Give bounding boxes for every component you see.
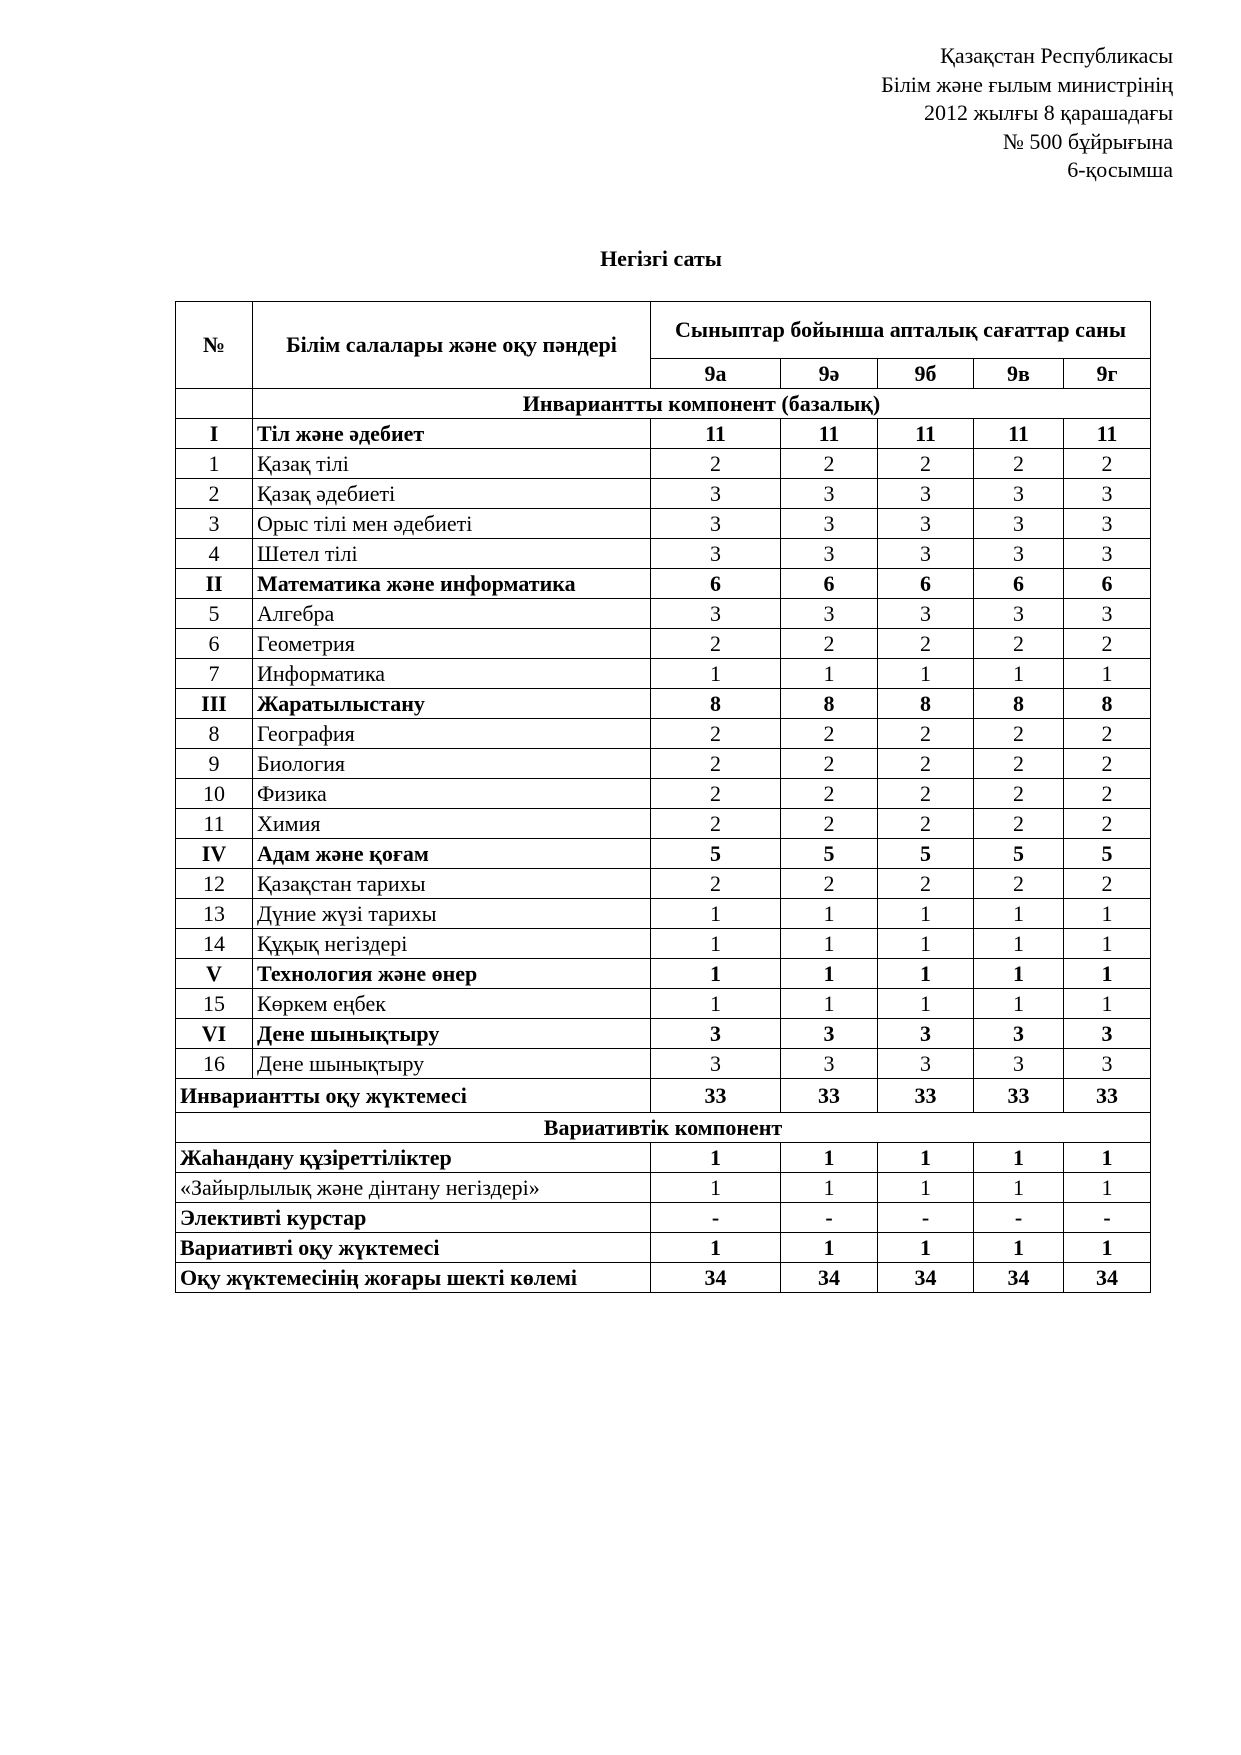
invariant-total-value: 33 [974, 1079, 1064, 1113]
variative-value: - [1064, 1203, 1151, 1233]
table-row [176, 869, 1151, 899]
row-subject: Физика [253, 779, 651, 809]
row-hours: 1 [878, 989, 974, 1019]
table-row [176, 929, 1151, 959]
header-class: 9г [1064, 359, 1151, 389]
row-hours: 8 [974, 689, 1064, 719]
row-number: 4 [176, 539, 253, 569]
table-row [176, 479, 1151, 509]
row-hours: 3 [1064, 479, 1151, 509]
invariant-total-label: Инвариантты оқу жүктемесі [176, 1079, 651, 1113]
row-hours: 11 [651, 419, 781, 449]
row-number: 8 [176, 719, 253, 749]
row-hours: 11 [878, 419, 974, 449]
invariant-section-row [176, 389, 1151, 419]
row-hours: 2 [781, 449, 878, 479]
row-hours: 3 [781, 599, 878, 629]
table-row [176, 599, 1151, 629]
row-hours: 3 [1064, 509, 1151, 539]
table-row [176, 749, 1151, 779]
row-number: 10 [176, 779, 253, 809]
variative-row [176, 1233, 1151, 1263]
invariant-total-value: 33 [878, 1079, 974, 1113]
invariant-section-header: Инвариантты компонент (базалық) [253, 389, 1151, 419]
row-hours: 1 [1064, 989, 1151, 1019]
row-number: VI [176, 1019, 253, 1049]
table-row [176, 659, 1151, 689]
row-hours: 3 [651, 509, 781, 539]
row-hours: 2 [1064, 809, 1151, 839]
row-hours: 1 [1064, 959, 1151, 989]
row-hours: 2 [781, 779, 878, 809]
row-hours: 3 [974, 599, 1064, 629]
row-hours: 1 [651, 899, 781, 929]
row-hours: 3 [878, 599, 974, 629]
row-hours: 2 [781, 869, 878, 899]
variative-section-row [176, 1113, 1151, 1143]
header-subjects: Білім салалары және оқу пәндері [253, 302, 651, 389]
row-subject: Адам және қоғам [253, 839, 651, 869]
variative-value: 1 [1064, 1233, 1151, 1263]
row-hours: 6 [651, 569, 781, 599]
row-hours: 2 [1064, 449, 1151, 479]
table-body [176, 302, 1151, 1293]
row-number: III [176, 689, 253, 719]
row-subject: Биология [253, 749, 651, 779]
row-hours: 3 [651, 539, 781, 569]
row-hours: 8 [781, 689, 878, 719]
row-number: 5 [176, 599, 253, 629]
variative-row [176, 1263, 1151, 1293]
row-hours: 5 [1064, 839, 1151, 869]
row-subject: Қазақ тілі [253, 449, 651, 479]
row-subject: Алгебра [253, 599, 651, 629]
row-hours: 1 [781, 929, 878, 959]
variative-value: - [651, 1203, 781, 1233]
row-number: 11 [176, 809, 253, 839]
row-hours: 1 [781, 959, 878, 989]
header-line: Білім және ғылым министрінің [881, 71, 1173, 97]
header-hours: Сыныптар бойынша апталық сағаттар саны [651, 302, 1151, 359]
variative-value: 1 [974, 1173, 1064, 1203]
row-hours: 1 [878, 959, 974, 989]
table-row [176, 689, 1151, 719]
row-hours: 11 [1064, 419, 1151, 449]
row-hours: 1 [1064, 929, 1151, 959]
table-header-row [176, 302, 1151, 359]
approval-header [881, 42, 1173, 185]
variative-value: 1 [878, 1233, 974, 1263]
variative-value: 34 [974, 1263, 1064, 1293]
row-number: 2 [176, 479, 253, 509]
row-hours: 2 [1064, 719, 1151, 749]
row-hours: 3 [781, 1049, 878, 1079]
row-hours: 3 [878, 1019, 974, 1049]
row-hours: 2 [974, 779, 1064, 809]
row-subject: Қазақстан тарихы [253, 869, 651, 899]
row-hours: 1 [878, 929, 974, 959]
variative-label: Оқу жүктемесінің жоғары шекті көлемі [176, 1263, 651, 1293]
row-subject: Дүние жүзі тарихы [253, 899, 651, 929]
row-hours: 2 [878, 779, 974, 809]
row-hours: 3 [781, 1019, 878, 1049]
row-number: 1 [176, 449, 253, 479]
row-number: 7 [176, 659, 253, 689]
row-hours: 3 [651, 1019, 781, 1049]
variative-row [176, 1203, 1151, 1233]
row-hours: 1 [651, 929, 781, 959]
table-row [176, 899, 1151, 929]
row-hours: 2 [1064, 869, 1151, 899]
row-number: 3 [176, 509, 253, 539]
table-row [176, 779, 1151, 809]
row-number: II [176, 569, 253, 599]
variative-label: «Зайырлылық және дінтану негіздері» [176, 1173, 651, 1203]
variative-section-header: Вариативтік компонент [176, 1113, 1151, 1143]
table-row [176, 539, 1151, 569]
variative-value: 34 [1064, 1263, 1151, 1293]
row-number: 6 [176, 629, 253, 659]
row-hours: 3 [878, 479, 974, 509]
document-title: Негізгі саты [600, 246, 722, 271]
table-row [176, 989, 1151, 1019]
table-row [176, 839, 1151, 869]
row-subject: Геометрия [253, 629, 651, 659]
header-line: 6-қосымша [1067, 157, 1173, 182]
row-hours: 1 [974, 899, 1064, 929]
row-hours: 3 [878, 1049, 974, 1079]
row-subject: Көркем еңбек [253, 989, 651, 1019]
row-hours: 2 [651, 629, 781, 659]
row-hours: 3 [651, 1049, 781, 1079]
row-subject: Дене шынықтыру [253, 1049, 651, 1079]
variative-value: 1 [878, 1173, 974, 1203]
row-hours: 2 [651, 449, 781, 479]
row-hours: 1 [1064, 899, 1151, 929]
row-subject: Технология және өнер [253, 959, 651, 989]
row-hours: 2 [651, 749, 781, 779]
row-hours: 1 [974, 929, 1064, 959]
row-hours: 6 [974, 569, 1064, 599]
row-subject: Дене шынықтыру [253, 1019, 651, 1049]
row-hours: 1 [974, 959, 1064, 989]
variative-value: 1 [651, 1233, 781, 1263]
row-hours: 2 [781, 719, 878, 749]
row-hours: 2 [974, 449, 1064, 479]
row-hours: 2 [974, 719, 1064, 749]
row-hours: 1 [651, 659, 781, 689]
row-subject: Шетел тілі [253, 539, 651, 569]
row-number: 12 [176, 869, 253, 899]
row-hours: 1 [974, 989, 1064, 1019]
row-hours: 6 [781, 569, 878, 599]
row-hours: 2 [878, 719, 974, 749]
row-hours: 2 [974, 809, 1064, 839]
row-hours: 2 [1064, 779, 1151, 809]
row-hours: 2 [878, 869, 974, 899]
curriculum-table [175, 301, 1151, 1293]
empty-cell [176, 389, 253, 419]
row-hours: 3 [1064, 599, 1151, 629]
row-hours: 5 [878, 839, 974, 869]
row-hours: 6 [878, 569, 974, 599]
row-hours: 1 [974, 659, 1064, 689]
row-hours: 5 [781, 839, 878, 869]
variative-value: 34 [781, 1263, 878, 1293]
header-line: 2012 жылғы 8 қарашадағы [924, 100, 1173, 125]
row-hours: 1 [1064, 659, 1151, 689]
row-hours: 3 [974, 1019, 1064, 1049]
row-hours: 2 [974, 629, 1064, 659]
row-number: 15 [176, 989, 253, 1019]
variative-label: Жаһандану құзіреттіліктер [176, 1143, 651, 1173]
row-hours: 3 [781, 479, 878, 509]
row-hours: 2 [781, 749, 878, 779]
row-hours: 5 [651, 839, 781, 869]
row-hours: 11 [781, 419, 878, 449]
table-row [176, 959, 1151, 989]
row-hours: 8 [1064, 689, 1151, 719]
row-hours: 3 [974, 509, 1064, 539]
table-row [176, 719, 1151, 749]
row-subject: Информатика [253, 659, 651, 689]
row-number: I [176, 419, 253, 449]
row-hours: 3 [974, 1049, 1064, 1079]
table-row [176, 449, 1151, 479]
variative-label: Вариативті оқу жүктемесі [176, 1233, 651, 1263]
row-hours: 2 [651, 809, 781, 839]
header-class: 9б [878, 359, 974, 389]
row-hours: 11 [974, 419, 1064, 449]
table-row [176, 1019, 1151, 1049]
row-hours: 1 [781, 659, 878, 689]
table-row [176, 509, 1151, 539]
variative-value: - [781, 1203, 878, 1233]
row-hours: 3 [974, 539, 1064, 569]
row-hours: 8 [651, 689, 781, 719]
header-line: № 500 бұйрығына [1002, 128, 1173, 154]
row-hours: 2 [1064, 749, 1151, 779]
table-row [176, 809, 1151, 839]
row-hours: 3 [651, 599, 781, 629]
row-hours: 3 [878, 539, 974, 569]
row-subject: Жаратылыстану [253, 689, 651, 719]
variative-label: Элективті курстар [176, 1203, 651, 1233]
row-hours: 3 [1064, 1049, 1151, 1079]
row-hours: 1 [781, 989, 878, 1019]
variative-value: - [878, 1203, 974, 1233]
variative-value: 1 [974, 1143, 1064, 1173]
row-subject: География [253, 719, 651, 749]
row-hours: 2 [781, 809, 878, 839]
variative-value: 1 [974, 1233, 1064, 1263]
row-number: 9 [176, 749, 253, 779]
row-subject: Құқық негіздері [253, 929, 651, 959]
row-number: V [176, 959, 253, 989]
table-row [176, 1049, 1151, 1079]
variative-value: 34 [651, 1263, 781, 1293]
row-hours: 2 [878, 809, 974, 839]
row-hours: 2 [878, 629, 974, 659]
table-row [176, 629, 1151, 659]
variative-value: - [974, 1203, 1064, 1233]
row-hours: 1 [651, 959, 781, 989]
header-class: 9ә [781, 359, 878, 389]
row-number: 14 [176, 929, 253, 959]
row-hours: 2 [974, 749, 1064, 779]
variative-value: 1 [651, 1173, 781, 1203]
row-hours: 2 [651, 869, 781, 899]
row-hours: 3 [974, 479, 1064, 509]
row-hours: 5 [974, 839, 1064, 869]
header-line: Қазақстан Республикасы [940, 43, 1173, 68]
variative-value: 1 [781, 1173, 878, 1203]
row-hours: 2 [878, 749, 974, 779]
variative-value: 1 [781, 1143, 878, 1173]
row-subject: Қазақ әдебиеті [253, 479, 651, 509]
row-number: 16 [176, 1049, 253, 1079]
variative-value: 1 [878, 1143, 974, 1173]
row-hours: 3 [878, 509, 974, 539]
row-hours: 2 [781, 629, 878, 659]
row-subject: Математика және информатика [253, 569, 651, 599]
row-subject: Тіл және әдебиет [253, 419, 651, 449]
invariant-total-value: 33 [651, 1079, 781, 1113]
table-row [176, 419, 1151, 449]
invariant-total-value: 33 [781, 1079, 878, 1113]
row-hours: 6 [1064, 569, 1151, 599]
table-row [176, 569, 1151, 599]
variative-row [176, 1143, 1151, 1173]
variative-value: 1 [651, 1143, 781, 1173]
row-subject: Химия [253, 809, 651, 839]
row-number: 13 [176, 899, 253, 929]
row-hours: 3 [651, 479, 781, 509]
invariant-total-value: 33 [1064, 1079, 1151, 1113]
row-hours: 3 [781, 539, 878, 569]
row-hours: 2 [974, 869, 1064, 899]
row-number: IV [176, 839, 253, 869]
row-hours: 1 [878, 899, 974, 929]
row-hours: 2 [878, 449, 974, 479]
row-hours: 3 [1064, 539, 1151, 569]
row-hours: 1 [651, 989, 781, 1019]
row-hours: 3 [1064, 1019, 1151, 1049]
row-hours: 3 [781, 509, 878, 539]
variative-value: 1 [1064, 1173, 1151, 1203]
header-class: 9а [651, 359, 781, 389]
row-hours: 8 [878, 689, 974, 719]
variative-value: 1 [781, 1233, 878, 1263]
header-class: 9в [974, 359, 1064, 389]
variative-row [176, 1173, 1151, 1203]
row-subject: Орыс тілі мен әдебиеті [253, 509, 651, 539]
variative-value: 34 [878, 1263, 974, 1293]
row-hours: 1 [878, 659, 974, 689]
row-hours: 1 [781, 899, 878, 929]
invariant-total-row [176, 1079, 1151, 1113]
row-hours: 2 [651, 719, 781, 749]
header-num: № [176, 302, 253, 389]
row-hours: 2 [651, 779, 781, 809]
row-hours: 2 [1064, 629, 1151, 659]
variative-value: 1 [1064, 1143, 1151, 1173]
